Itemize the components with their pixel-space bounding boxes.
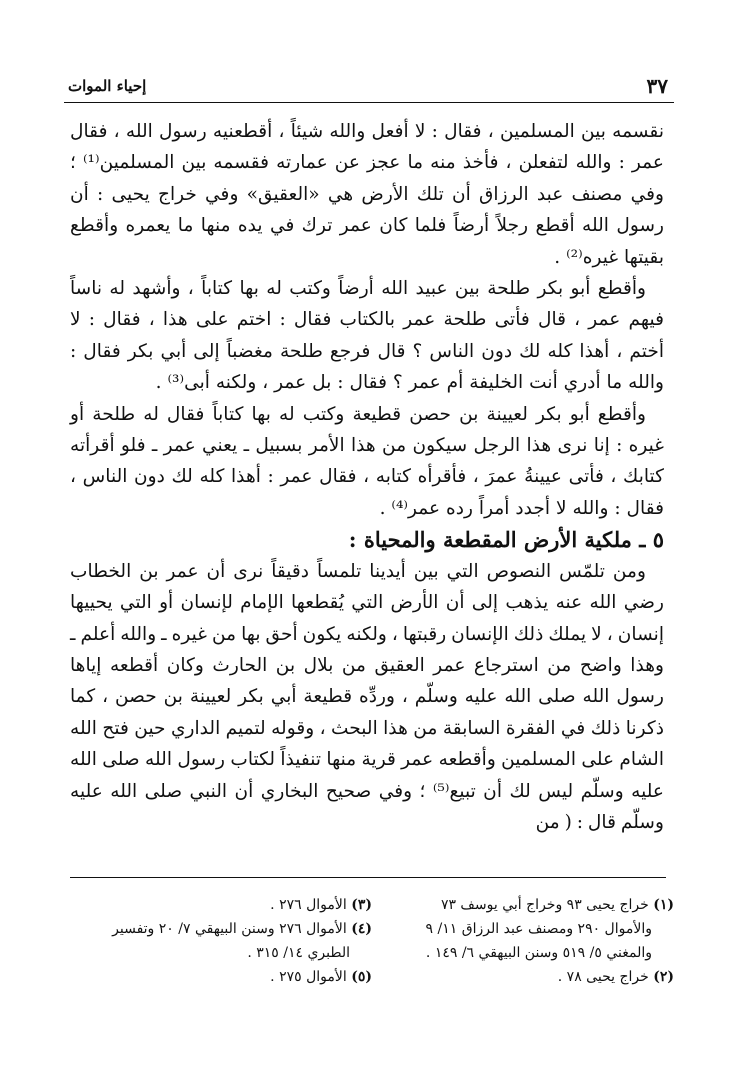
- footnote-text: الأموال ٢٧٦ وسنن البيهقي ٧/ ٢٠ وتفسير: [112, 921, 347, 937]
- paragraph-3: وأقطع أبو بكر لعيينة بن حصن قطيعة وكتب له بها كتاباً فقال له طلحة أو غيره : إنا نرى هذا الرجل سيكون من هذا الأمر بسبيل ـ يعني عمر ـ فلو أقرأته كتابك ، فأتى عيينةُ عمرَ ، فأقرأه كتابه ، فقال عمر : أهذا كله لك دون الناس ، فقال : والله لا أجدد أمراً رده عمر⁽⁴⁾ .: [70, 403, 664, 519]
- footnote-number: (٢): [653, 969, 674, 985]
- footnote: [70, 965, 372, 989]
- footnote-text-continued: الطبري ١٤/ ٣١٥ .: [247, 945, 350, 961]
- footnote-text-continued: والأموال ٢٩٠ ومصنف عبد الرزاق ١١/ ٩: [425, 921, 652, 937]
- footnote-text: الأموال ٢٧٥ .: [270, 969, 347, 985]
- footnotes-right-column: [372, 893, 674, 989]
- paragraph-4: ومن تلمّس النصوص التي بين أيدينا تلمساً دقيقاً نرى أن عمر بن الخطاب رضي الله عنه يذهب إلى أن الأرض التي يُقطعها الإمام لإنسان أو التي يحييها إنسان ، لا يملك ذلك الإنسان رقبتها ، ولكنه يكون أحق بها من غيره ـ والله أعلم ـ وهذا واضح من استرجاع عمر العقيق من بلال بن الحارث وكان أقطعه إياها رسول الله صلى الله عليه وسلّم ، وردِّه قطيعة أبي بكر لعيينة بن حصن ، كما ذكرنا ذلك في الفقرة السابقة من هذا البحث ، وقوله لتميم الداري حين فتح الله الشام على المسلمين وأقطعه عمر قرية منها تنفيذاً لكتاب رسول الله صلى الله عليه وسلّم ليس لك أن تبيع⁽⁵⁾ ؛ وفي صحيح البخاري أن النبي صلى الله عليه وسلّم قال : ( من: [70, 560, 664, 833]
- page-header: [68, 74, 668, 100]
- footnote-text-continued: والمغني ٥/ ٥١٩ وسنن البيهقي ٦/ ١٤٩ .: [425, 945, 652, 961]
- section-heading: ٥ ـ ملكية الأرض المقطعة والمحياة :: [348, 527, 664, 553]
- footnote-text: خراج يحيى ٩٣ وخراج أبي يوسف ٧٣: [440, 897, 649, 913]
- header-divider: [64, 102, 674, 103]
- footnote: [372, 965, 674, 989]
- footnote-number: (٤): [351, 921, 372, 937]
- footnotes-left-column: [70, 893, 372, 989]
- running-title: إحياء الموات: [68, 77, 147, 95]
- footnote-number: (٥): [351, 969, 372, 985]
- paragraph-2: وأقطع أبو بكر طلحة بين عبيد الله أرضاً وكتب له بها كتاباً ، وأشهد له ناساً فيهم عمر ، قال فأتى طلحة عمر بالكتاب فقال : اختم على هذا ، فقال : لا أختم ، أهذا كله لك دون الناس ؟ قال فرجع طلحة مغضباً إلى أبي بكر فقال : والله ما أدري أنت الخليفة أم عمر ؟ فقال : بل عمر ، ولكنه أبى⁽³⁾ .: [70, 278, 664, 394]
- footnote-text: الأموال ٢٧٦ .: [270, 897, 347, 913]
- footnote: [372, 893, 674, 965]
- footnote-number: (٣): [351, 897, 372, 913]
- footnote: [70, 917, 372, 965]
- footnote-divider: [70, 877, 666, 878]
- footnote-number: (١): [653, 897, 674, 913]
- footnotes: [70, 893, 674, 1023]
- footnote: [70, 893, 372, 917]
- main-text: [70, 116, 664, 838]
- footnote-text: خراج يحيى ٧٨ .: [557, 969, 649, 985]
- paragraph-1: نقسمه بين المسلمين ، فقال : لا أفعل والله شيئاً ، أقطعنيه رسول الله ، فقال عمر : والله لتفعلن ، فأخذ منه ما عجز عن عمارته فقسمه بين المسلمين⁽¹⁾ ؛ وفي مصنف عبد الرزاق أن تلك الأرض هي «العقيق» وفي خراج يحيى : أن رسول الله أقطع رجلاً أرضاً فلما كان عمر ترك في يده منها ما يعمره وأقطع بقيتها غيره⁽²⁾ .: [70, 121, 664, 268]
- page-number: ٣٧: [646, 74, 668, 98]
